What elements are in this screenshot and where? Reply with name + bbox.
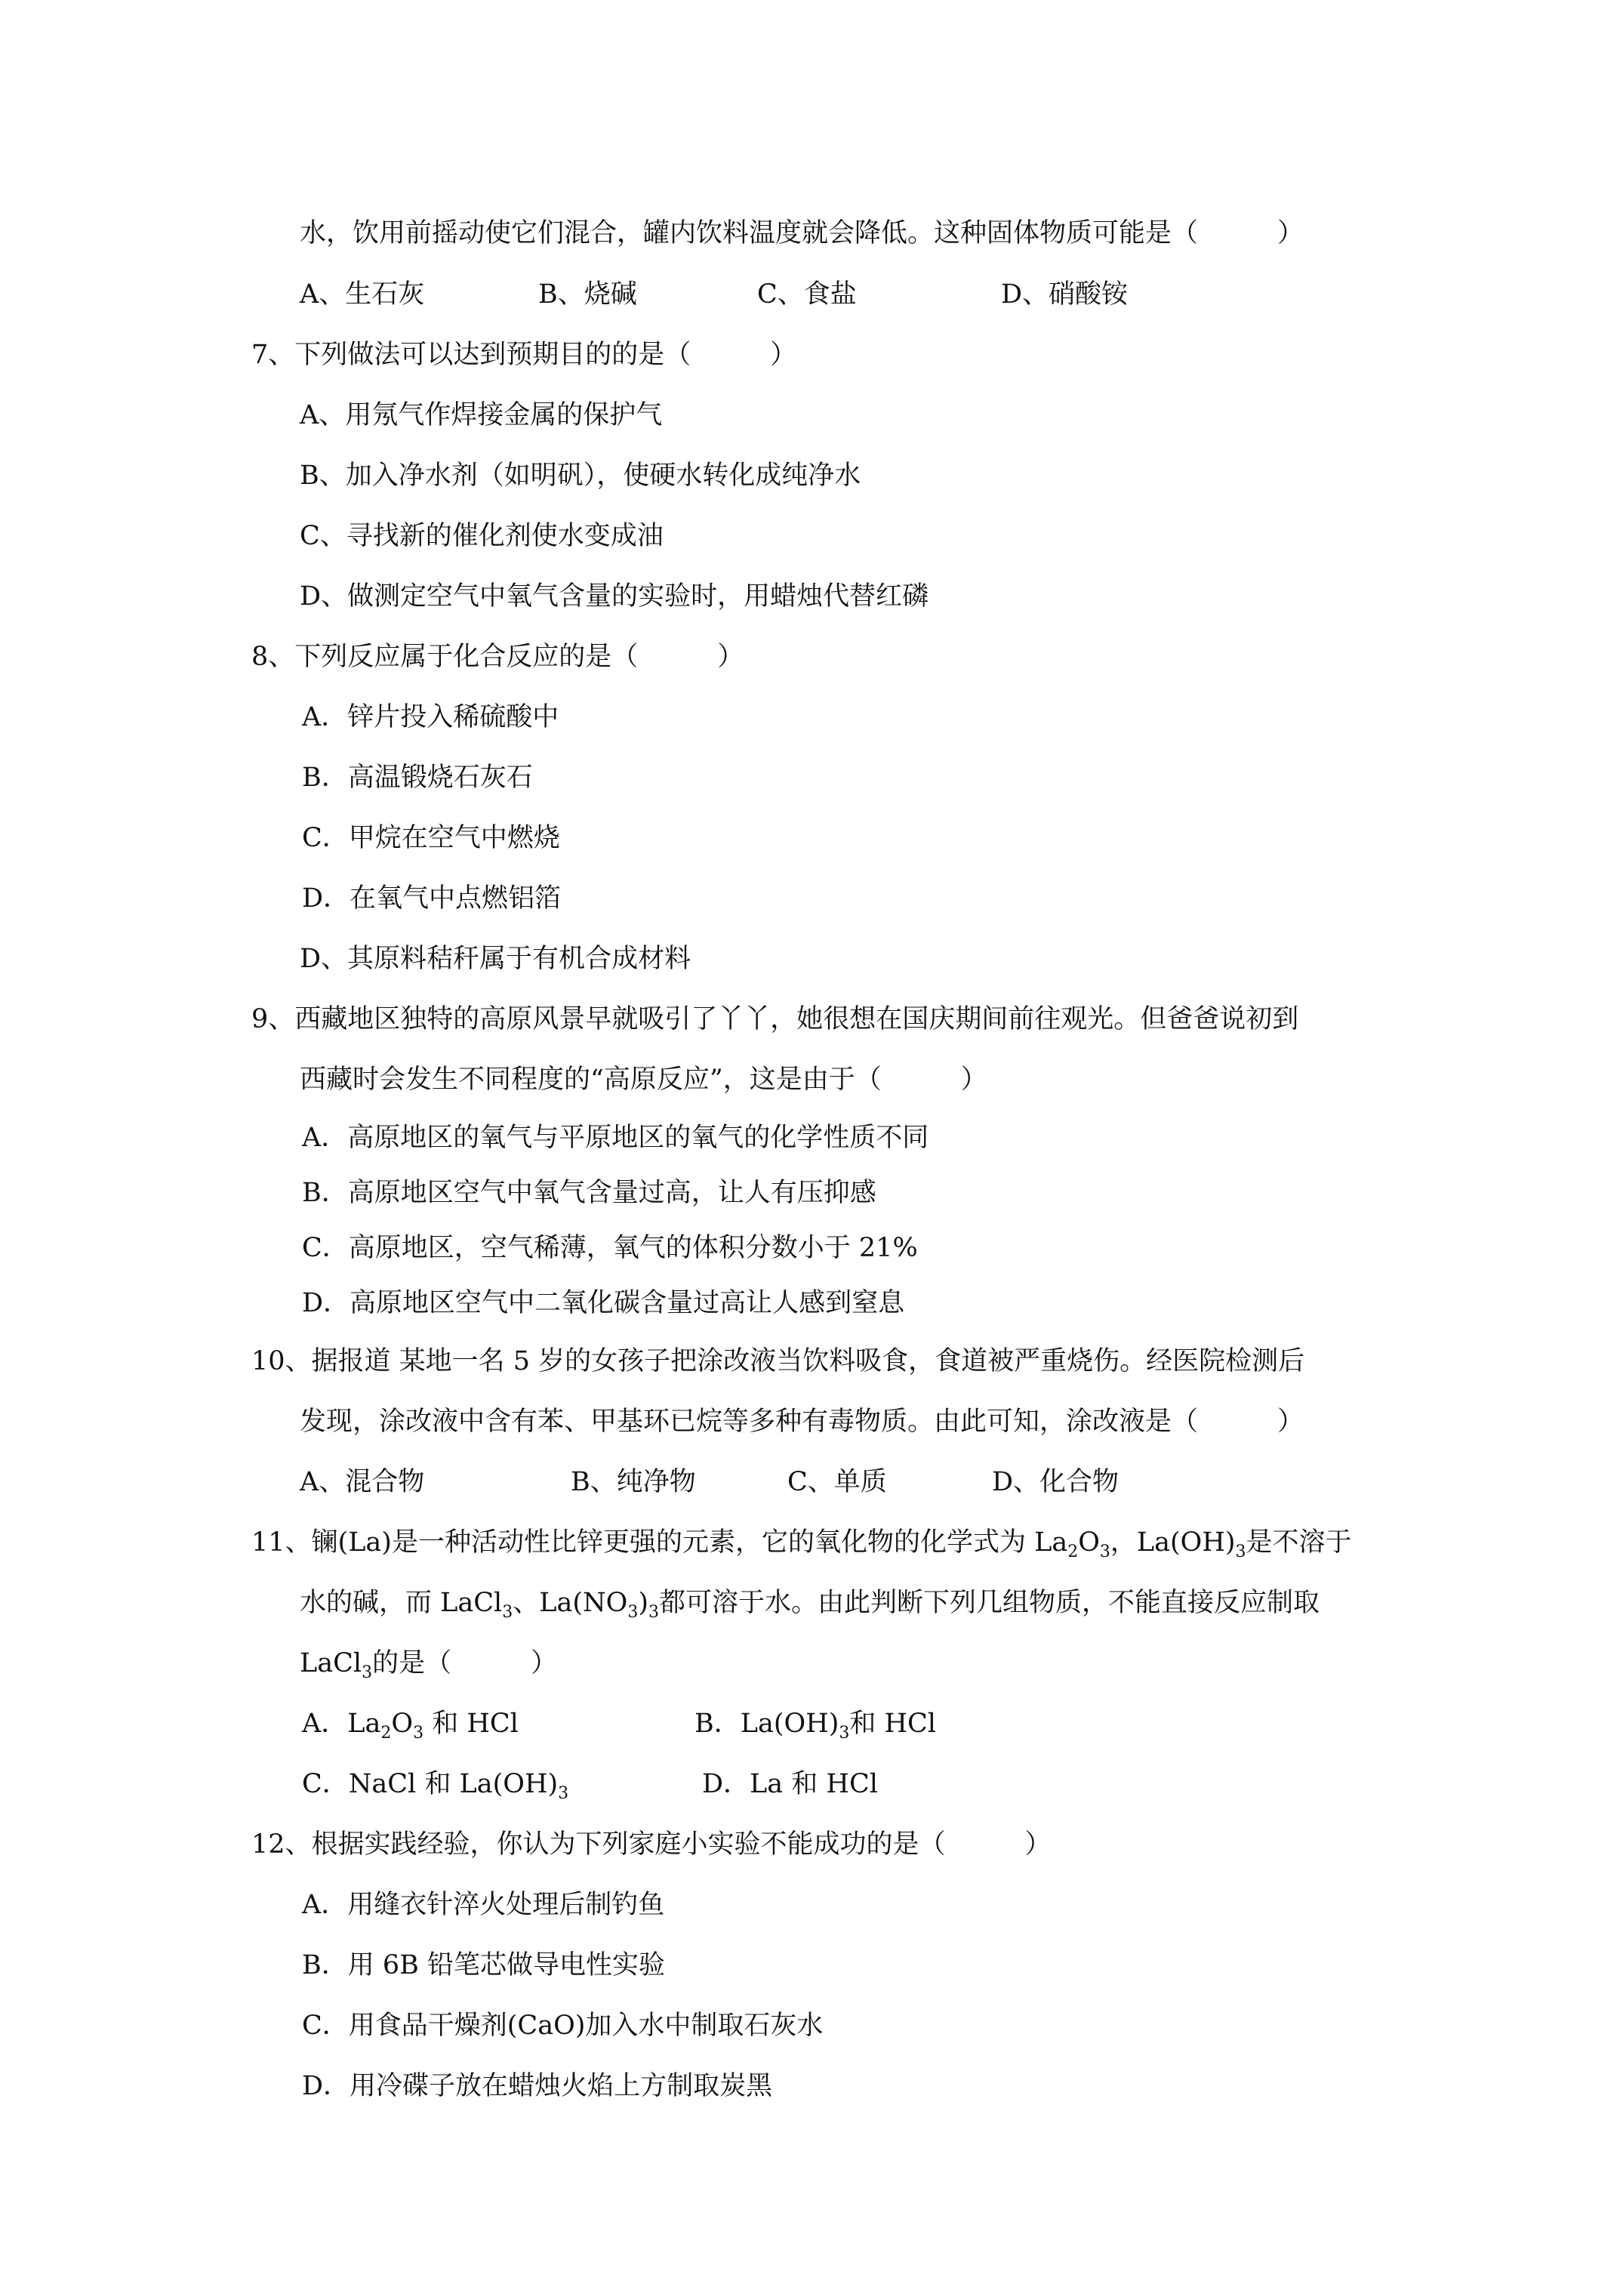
- question-11-stem-line-1: 11、镧(La)是一种活动性比锌更强的元素，它的氧化物的化学式为 $La_2O_3$，$La(OH)_3$是不溶于: [251, 1527, 1352, 1561]
- q10-option-c: C、单质: [787, 1467, 887, 1497]
- question-10-stem-line-2: 发现，涂改液中含有苯、甲基环已烷等多种有毒物质。由此可知，涂改液是（ ）: [300, 1407, 1304, 1437]
- q10-option-a: A、混合物: [300, 1467, 425, 1497]
- q10-option-b: B、纯净物: [571, 1467, 696, 1497]
- question-9-stem-line-2: 西藏时会发生不同程度的“高原反应”，这是由于（ ）: [300, 1065, 987, 1095]
- question-11-stem-line-3: LaCl$_3$的是（ ）: [300, 1648, 558, 1682]
- q11-option-c: C．NaCl 和 $La(OH)_3$: [302, 1769, 569, 1803]
- question-6-continuation: 水，饮用前摇动使它们混合，罐内饮料温度就会降低。这种固体物质可能是（ ）: [300, 218, 1304, 248]
- q11-option-d: D．La 和 HCl: [702, 1769, 878, 1799]
- q9-option-c: C．高原地区，空气稀薄，氧气的体积分数小于 21%: [302, 1233, 918, 1263]
- question-9-stem-line-1: 9、西藏地区独特的高原风景早就吸引了丫丫，她很想在国庆期间前往观光。但爸爸说初到: [251, 1004, 1299, 1034]
- question-10-stem-line-1: 10、据报道 某地一名 5 岁的女孩子把涂改液当饮料吸食，食道被严重烧伤。经医院检测后: [251, 1346, 1305, 1376]
- q6-option-a: A、生石灰: [300, 279, 425, 310]
- q8-option-a: A．锌片投入稀硫酸中: [302, 702, 559, 732]
- q8-option-c: C．甲烷在空气中燃烧: [302, 823, 560, 853]
- question-8-stem: 8、下列反应属于化合反应的是（ ）: [251, 642, 744, 672]
- q6-option-d: D、硝酸铵: [1001, 279, 1129, 310]
- q12-option-b: B．用 6B 铅笔芯做导电性实验: [302, 1950, 665, 1980]
- q6-option-b: B、烧碱: [538, 279, 637, 310]
- q9-option-d: D．高原地区空气中二氧化碳含量过高让人感到窒息: [302, 1288, 905, 1318]
- q8-option-d: D．在氧气中点燃铝箔: [302, 883, 562, 914]
- q8-option-d-extra: D、其原料秸秆属于有机合成材料: [300, 944, 691, 974]
- q10-option-d: D、化合物: [992, 1467, 1119, 1497]
- q12-option-d: D．用冷碟子放在蜡烛火焰上方制取炭黑: [302, 2071, 773, 2101]
- question-7-stem: 7、下列做法可以达到预期目的的是（ ）: [251, 340, 797, 370]
- q11-option-b: B．$La(OH)_3$和 HCl: [694, 1709, 936, 1743]
- q7-option-a: A、用氖气作焊接金属的保护气: [300, 400, 663, 430]
- q6-option-c: C、食盐: [757, 279, 857, 310]
- q8-option-b: B．高温锻烧石灰石: [302, 763, 533, 793]
- q9-option-a: A．高原地区的氧气与平原地区的氧气的化学性质不同: [302, 1123, 929, 1153]
- question-12-stem: 12、根据实践经验，你认为下列家庭小实验不能成功的是（ ）: [251, 1829, 1052, 1860]
- q12-option-c: C．用食品干燥剂(CaO)加入水中制取石灰水: [302, 2011, 824, 2041]
- q7-option-b: B、加入净水剂（如明矾），使硬水转化成纯净水: [300, 461, 861, 491]
- q11-option-a: A．$La_2O_3$ 和 HCl: [302, 1709, 519, 1743]
- question-11-stem-line-2: 水的碱，而 LaCl$_3$、$La(NO_3)_3$都可溶于水。由此判断下列几组物质，不能直接反应制取: [300, 1588, 1320, 1622]
- q7-option-d: D、做测定空气中氧气含量的实验时，用蜡烛代替红磷: [300, 581, 929, 612]
- q7-option-c: C、寻找新的催化剂使水变成油: [300, 521, 664, 551]
- q9-option-b: B．高原地区空气中氧气含量过高，让人有压抑感: [302, 1178, 876, 1208]
- q12-option-a: A．用缝衣针淬火处理后制钓鱼: [302, 1890, 665, 1920]
